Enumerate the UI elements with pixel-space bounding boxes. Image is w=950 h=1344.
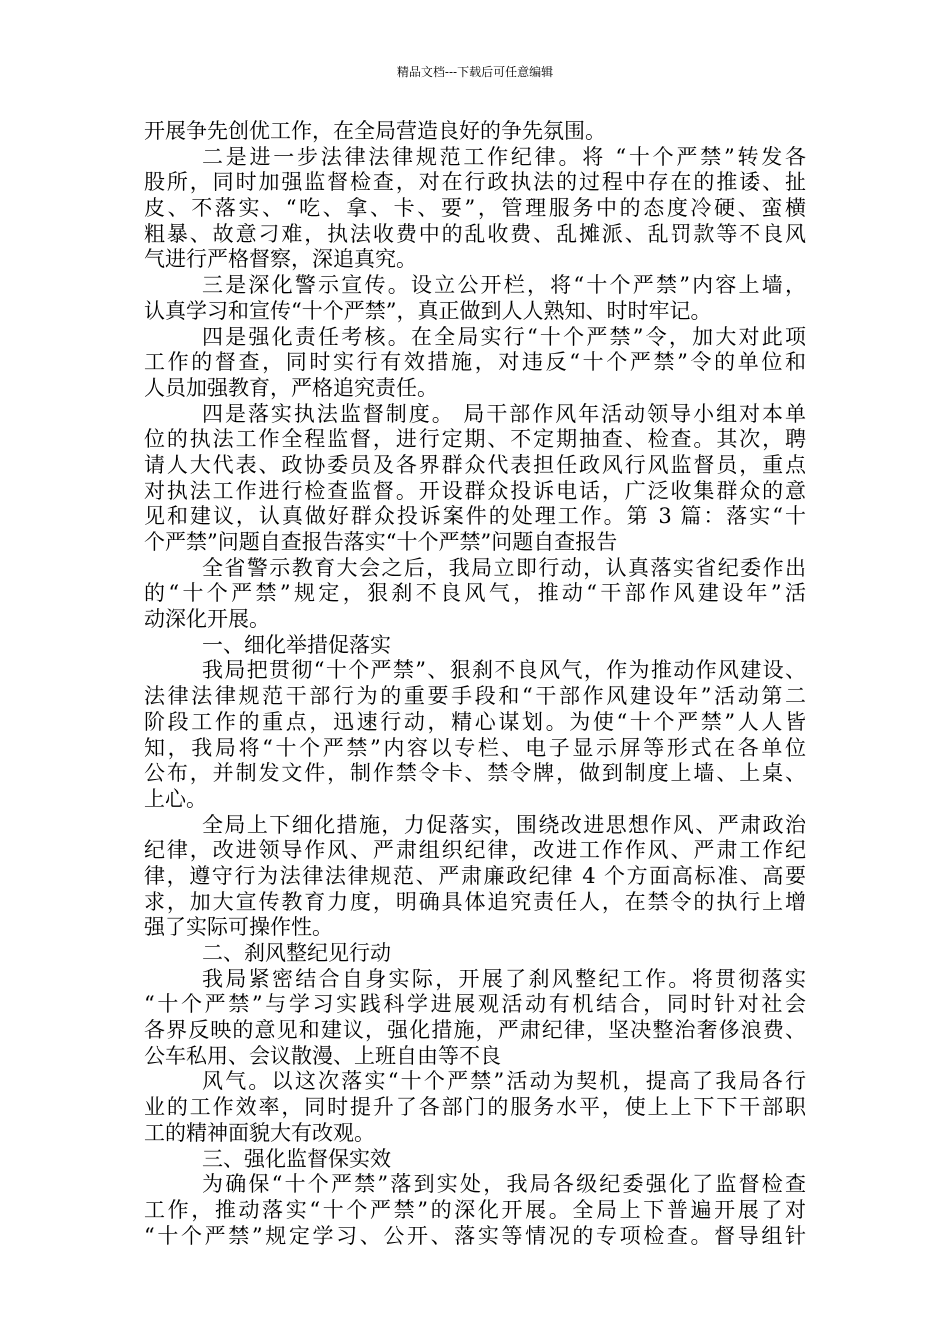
- text-line: “十个严禁”与学习实践科学进展观活动有机结合，同时针对社会: [144, 992, 806, 1017]
- text-line: 皮、不落实、“吃、拿、卡、要”，管理服务中的态度冷硬、蛮横: [144, 196, 806, 221]
- text-line: 工作，推动落实“十个严禁”的深化开展。全局上下普遍开展了对: [144, 1197, 806, 1222]
- text-line: 见和建议，认真做好群众投诉案件的处理工作。第 3 篇：落实“十: [144, 504, 806, 529]
- text-line: 法律法律规范干部行为的重要手段和“干部作风建设年”活动第二: [144, 684, 806, 709]
- text-line: 业的工作效率，同时提升了各部门的服务水平，使上上下下干部职: [144, 1095, 806, 1120]
- text-line: 全局上下细化措施，力促落实，围绕改进思想作风、严肃政治: [202, 812, 806, 837]
- text-line: 气进行严格督察，深追真究。: [144, 247, 417, 272]
- text-line: 律，遵守行为法律法律规范、严肃廉政纪律 4 个方面高标准、高要: [144, 863, 806, 888]
- text-line: 位的执法工作全程监督，进行定期、不定期抽查、检查。其次，聘: [144, 427, 806, 452]
- text-line: 知，我局将“十个严禁”内容以专栏、电子显示屏等形式在各单位: [144, 735, 806, 760]
- text-line: 四是落实执法监督制度。 局干部作风年活动领导小组对本单: [202, 401, 806, 426]
- text-line: 个严禁”问题自查报告落实“十个严禁”问题自查报告: [144, 530, 618, 554]
- text-line: 各界反映的意见和建议，强化措施，严肃纪律，坚决整治奢侈浪费、: [144, 1018, 806, 1043]
- text-line: 动深化开展。: [144, 607, 270, 632]
- text-line: 为确保“十个严禁”落到实处，我局各级纪委强化了监督检查: [202, 1172, 806, 1197]
- text-line: 公车私用、会议散漫、上班自由等不良: [144, 1043, 501, 1068]
- text-line: 纪律，改进领导作风、严肃组织纪律，改进工作作风、严肃工作纪: [144, 838, 806, 863]
- text-line: 上心。: [144, 786, 207, 811]
- text-line: 阶段工作的重点，迅速行动，精心谋划。为使“十个严禁”人人皆: [144, 709, 806, 734]
- text-line: 强了实际可操作性。: [144, 915, 333, 940]
- text-line: 一、细化举措促落实: [202, 632, 391, 657]
- text-line: 我局把贯彻“十个严禁”、狠刹不良风气，作为推动作风建设、: [202, 658, 806, 683]
- text-line: 粗暴、故意刁难，执法收费中的乱收费、乱摊派、乱罚款等不良风: [144, 221, 806, 246]
- text-line: 对执法工作进行检查监督。开设群众投诉电话，广泛收集群众的意: [144, 478, 806, 503]
- text-line: 工作的督查，同时实行有效措施，对违反“十个严禁”令的单位和: [144, 350, 806, 375]
- text-line: 四是强化责任考核。在全局实行“十个严禁”令，加大对此项: [202, 324, 806, 349]
- text-line: 二、刹风整纪见行动: [202, 941, 391, 965]
- text-line: “十个严禁”规定学习、公开、落实等情况的专项检查。督导组针: [144, 1223, 806, 1248]
- text-line: 开展争先创优工作，在全局营造良好的争先氛围。: [144, 119, 606, 143]
- text-line: 风气。以这次落实“十个严禁”活动为契机，提高了我局各行: [202, 1069, 806, 1094]
- text-line: 三是深化警示宣传。设立公开栏，将“十个严禁”内容上墙，: [202, 273, 806, 298]
- text-line: 我局紧密结合自身实际，开展了刹风整纪工作。将贯彻落实: [202, 966, 806, 991]
- text-line: 股所，同时加强监督检查，对在行政执法的过程中存在的推诿、扯: [144, 170, 806, 195]
- text-line: 请人大代表、政协委员及各界群众代表担任政风行风监督员，重点: [144, 452, 806, 477]
- text-line: 全省警示教育大会之后，我局立即行动，认真落实省纪委作出: [202, 555, 806, 580]
- text-line: 求，加大宣传教育力度，明确具体追究责任人，在禁令的执行上增: [144, 889, 806, 914]
- text-line: 认真学习和宣传“十个严禁”，真正做到人人熟知、时时牢记。: [144, 298, 712, 323]
- text-line: 工的精神面貌大有改观。: [144, 1120, 375, 1145]
- text-line: 二是进一步法律法律规范工作纪律。将 “十个严禁”转发各: [202, 144, 806, 169]
- text-line: 的“十个严禁”规定，狠刹不良风气，推动“干部作风建设年”活: [144, 581, 806, 606]
- text-line: 公布，并制发文件，制作禁令卡、禁令牌，做到制度上墙、上桌、: [144, 761, 806, 786]
- text-line: 三、强化监督保实效: [202, 1146, 391, 1171]
- page-header: 精品文档---下载后可任意编辑: [396, 65, 554, 79]
- document-body: [144, 119, 806, 1249]
- text-line: 人员加强教育，严格追究责任。: [144, 375, 438, 400]
